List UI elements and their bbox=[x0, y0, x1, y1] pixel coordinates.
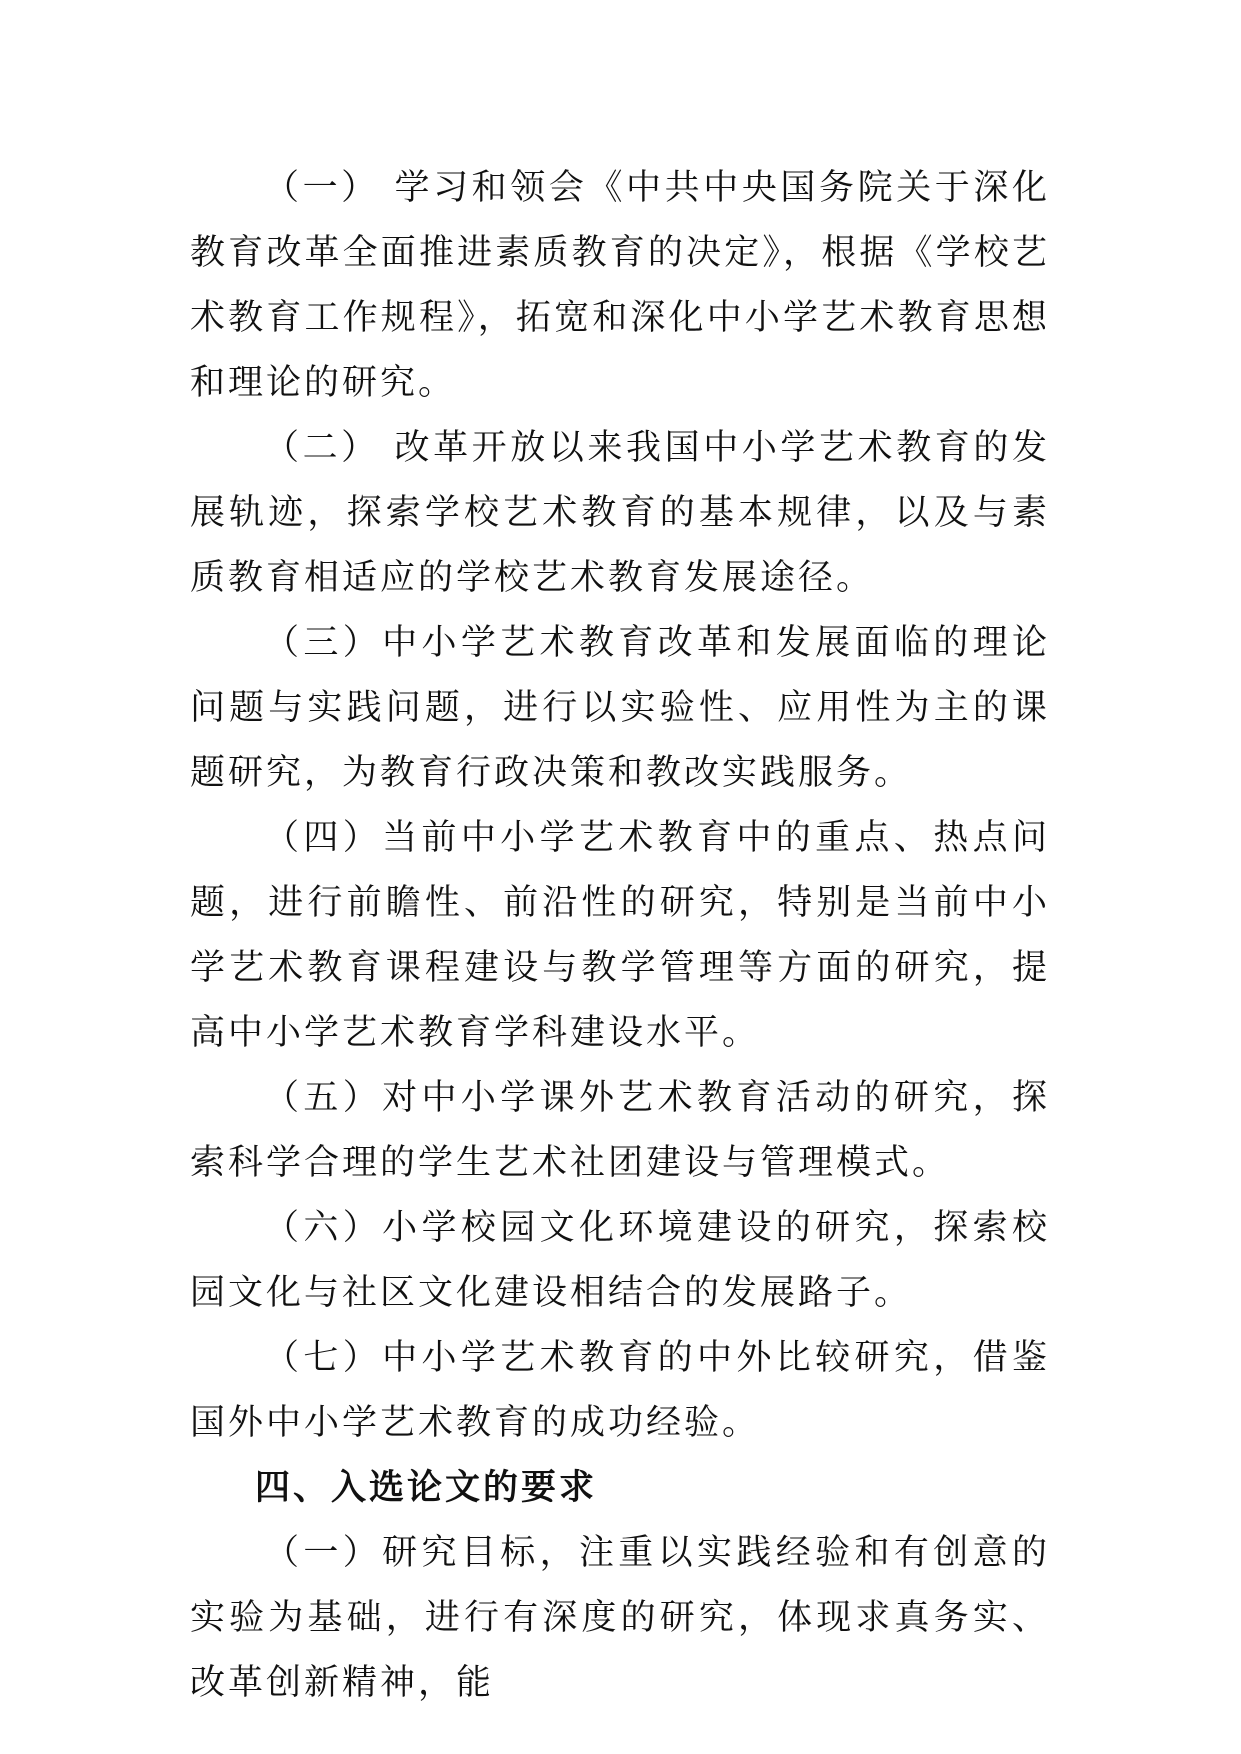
section-heading: 四、入选论文的要求 bbox=[255, 1468, 598, 1508]
paragraph-item-1: （一） 学习和领会《中共中央国务院关于深化教育改革全面推进素质教育的决定》，根据《学校艺术教育工作规程》，拓宽和深化中小学艺术教育思想和理论的研究。 bbox=[190, 168, 1050, 403]
document-body bbox=[190, 156, 1050, 1716]
paragraph-item-3: （三）中小学艺术教育改革和发展面临的理论问题与实践问题，进行以实验性、应用性为主的课题研究，为教育行政决策和教改实践服务。 bbox=[190, 623, 1050, 793]
paragraph-item-7: （七）中小学艺术教育的中外比较研究，借鉴国外中小学艺术教育的成功经验。 bbox=[190, 1338, 1050, 1443]
paragraph-item-4: （四）当前中小学艺术教育中的重点、热点问题，进行前瞻性、前沿性的研究，特别是当前中小学艺术教育课程建设与教学管理等方面的研究，提高中小学艺术教育学科建设水平。 bbox=[190, 818, 1050, 1053]
paragraph-item-5: （五）对中小学课外艺术教育活动的研究，探索科学合理的学生艺术社团建设与管理模式。 bbox=[190, 1078, 1050, 1183]
paragraph-item-2: （二） 改革开放以来我国中小学艺术教育的发展轨迹，探索学校艺术教育的基本规律，以及与素质教育相适应的学校艺术教育发展途径。 bbox=[190, 428, 1050, 598]
paragraph-requirement-1: （一）研究目标，注重以实践经验和有创意的实验为基础，进行有深度的研究，体现求真务实、改革创新精神，能 bbox=[190, 1533, 1050, 1703]
paragraph-item-6: （六）小学校园文化环境建设的研究，探索校园文化与社区文化建设相结合的发展路子。 bbox=[190, 1208, 1050, 1313]
